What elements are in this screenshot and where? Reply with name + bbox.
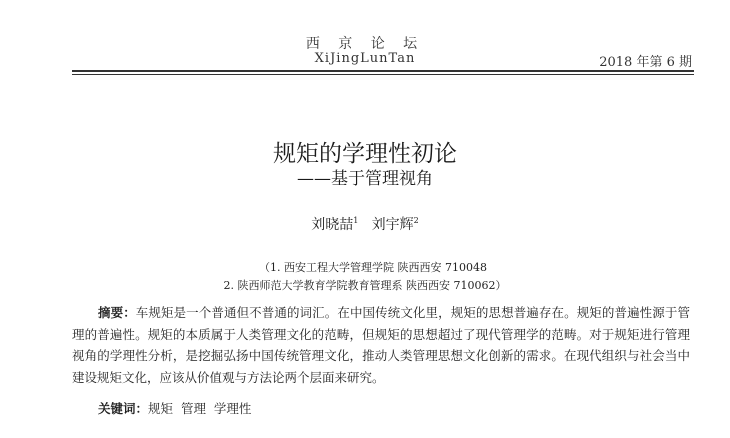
- author-2-mark: 2: [413, 216, 419, 225]
- keywords: [98, 399, 251, 417]
- keywords-label: 关键词：: [98, 401, 149, 416]
- abstract-label: 摘要：: [98, 305, 136, 320]
- article-title: 规矩的学理性初论: [273, 141, 457, 167]
- abstract: [72, 302, 690, 388]
- author-2: 刘宇辉: [371, 217, 414, 233]
- issue-number: 2018 年第 6 期: [599, 55, 692, 70]
- header-rule-thin: [72, 74, 694, 75]
- author-1: 刘晓喆: [311, 217, 354, 233]
- header-rule-thick: [72, 70, 694, 72]
- authors: [0, 214, 730, 234]
- affiliation-1: （1. 西安工程大学管理学院 陕西西安 710048: [259, 261, 487, 274]
- affiliation-2: 2. 陕西师范大学教育学院教育管理系 陕西西安 710062）: [223, 279, 507, 292]
- abstract-text: 车规矩是一个普通但不普通的词汇。在中国传统文化里，规矩的思想普遍存在。规矩的普遍性源于管理的普遍性。规矩的本质属于人类管理文化的范畴，但规矩的思想超过了现代管理学的范畴。对于规矩进行管理视角的学理性分析，是挖掘弘扬中国传统管理文化，推动人类管理思想文化创新的需求。在现代组织与社会当中建设规矩文化，应该从价值观与方法论两个层面来研究。: [72, 305, 690, 385]
- keywords-text: 规矩 管理 学理性: [148, 401, 252, 416]
- journal-name: 西 京 论 坛: [305, 36, 425, 52]
- author-1-mark: 1: [353, 216, 359, 225]
- journal-name-pinyin: XiJingLunTan: [314, 51, 416, 66]
- article-subtitle: ——基于管理视角: [297, 169, 433, 189]
